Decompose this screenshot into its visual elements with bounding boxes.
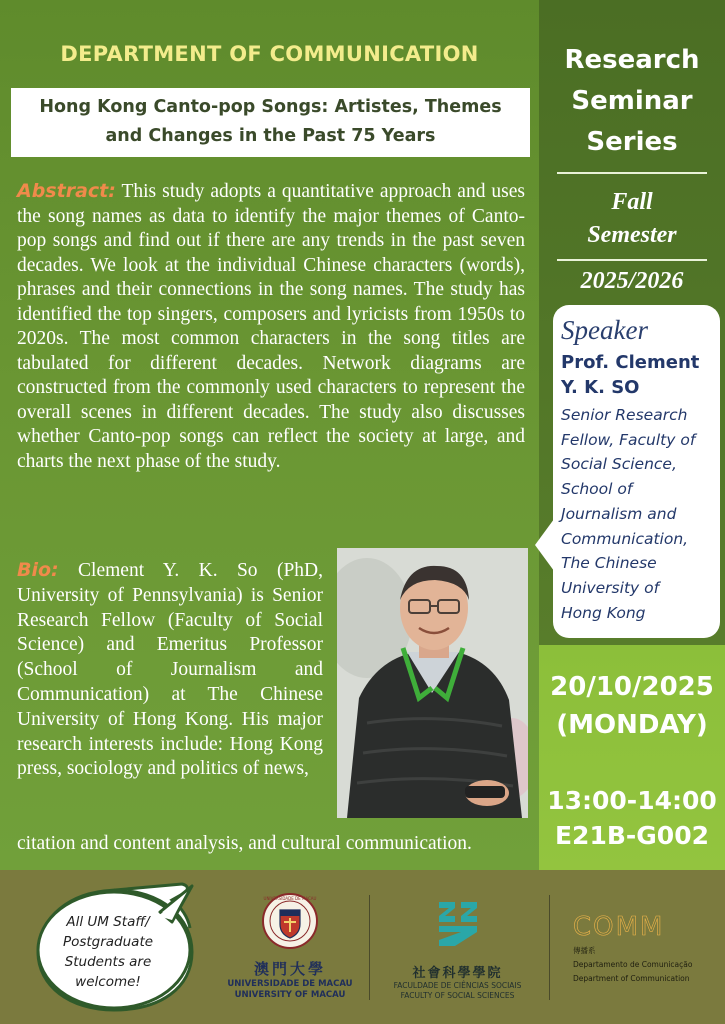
semester-line-2: Semester xyxy=(587,222,677,248)
affiliation-line: Communication, xyxy=(561,529,689,548)
series-line-3: Series xyxy=(586,127,678,157)
affiliation-line: University of xyxy=(561,578,660,597)
divider-rule-2 xyxy=(557,259,707,261)
seminar-title xyxy=(11,88,530,157)
fss-portuguese-name: FACULDADE DE CIÊNCIAS SOCIAIS xyxy=(393,981,522,990)
welcome-message xyxy=(48,912,168,992)
event-weekday: (MONDAY) xyxy=(556,710,708,740)
comm-chinese-name: 傳播系 xyxy=(573,946,596,955)
um-english-name: UNIVERSITY OF MACAU xyxy=(234,990,346,1000)
bio-paragraph xyxy=(17,558,323,782)
welcome-line: Postgraduate xyxy=(62,934,154,950)
fss-chinese-name: 社會科學學院 xyxy=(412,966,503,981)
event-time: 13:00-14:00 xyxy=(547,786,717,815)
speaker-label: Speaker xyxy=(561,315,648,345)
welcome-line: Students are xyxy=(64,954,152,970)
footer-divider-1 xyxy=(369,895,370,1000)
event-time-venue xyxy=(539,783,725,853)
affiliation-line: Fellow, Faculty of xyxy=(561,430,696,449)
speaker-name-line-2: Y. K. SO xyxy=(561,377,640,398)
comm-portuguese-name: Departamento de Comunicação xyxy=(573,960,693,969)
event-venue: E21B-G002 xyxy=(554,821,709,850)
event-date-value: 20/10/2025 xyxy=(550,672,714,702)
series-heading xyxy=(539,40,725,163)
abstract-label: Abstract: xyxy=(17,180,116,202)
speaker-photo-illustration xyxy=(337,548,528,818)
speaker-bubble xyxy=(553,305,720,638)
series-line-2: Seminar xyxy=(571,86,693,116)
svg-text:UNIVERSIDADE DE MACAU: UNIVERSIDADE DE MACAU xyxy=(263,896,317,901)
affiliation-line: Hong Kong xyxy=(561,603,646,622)
bio-text: Clement Y. K. So (PhD, University of Pennsylvania) is Senior Research Fellow (Faculty of Social Science) and Emeritus Professor (School of Journalism and Communication) at The Chinese University of Hong Kong. His major research interests include: Hong Kong press, sociology and politics of news, xyxy=(17,560,323,780)
um-chinese-name: 澳門大學 xyxy=(253,960,326,978)
um-portuguese-name: UNIVERSIDADE DE MACAU xyxy=(227,979,353,989)
department-communication-logo xyxy=(573,912,713,984)
comm-english-name: Department of Communication xyxy=(573,974,690,983)
affiliation-line: Journalism and xyxy=(561,504,677,523)
fss-english-name: FACULTY OF SOCIAL SCIENCES xyxy=(400,991,515,1000)
welcome-line: All UM Staff/ xyxy=(66,914,150,930)
affiliation-line: Social Science, xyxy=(561,455,677,474)
um-crest-icon xyxy=(260,892,320,950)
bio-label: Bio: xyxy=(17,559,59,581)
welcome-line: welcome! xyxy=(75,974,141,990)
seminar-title-line-1: Hong Kong Canto-pop Songs: Artistes, Themes xyxy=(39,97,502,117)
speaker-photo xyxy=(337,548,528,818)
semester-label xyxy=(539,186,725,252)
fss-emblem-icon xyxy=(435,898,481,950)
abstract-paragraph xyxy=(17,179,525,474)
series-line-1: Research xyxy=(564,45,700,75)
speaker-affiliation xyxy=(561,403,714,625)
university-of-macau-logo xyxy=(220,892,360,1012)
semester-line-1: Fall xyxy=(611,189,653,215)
faculty-social-sciences-logo xyxy=(380,898,535,1001)
speaker-name-line-1: Prof. Clement xyxy=(561,352,700,373)
divider-rule-1 xyxy=(557,172,707,174)
abstract-text: This study adopts a quantitative approach and uses the song names as data to identify the major themes of Canto-pop songs and find out if there are any trends in the past seven decades. We look at the individual Chinese characters (words), phrases and their connections in the song names. The study has identified the top singers, composers and lyricists from 1950s to 2020s. The most common characters in the song titles are tabulated for different decades. Network diagrams are constructed from the commonly used characters to represent the overall scenes in different decades. The study also discusses whether Canto-pop songs can reflect the society at large, and charts the next phase of the study. xyxy=(17,181,525,472)
affiliation-line: The Chinese xyxy=(561,554,657,573)
event-date xyxy=(539,668,725,744)
academic-year: 2025/2026 xyxy=(580,268,684,294)
affiliation-line: School of xyxy=(561,480,633,499)
speaker-name xyxy=(561,350,714,400)
bio-last-line: citation and content analysis, and cultural communication. xyxy=(17,833,472,854)
comm-wordmark: COMM xyxy=(573,912,665,942)
seminar-title-line-2: and Changes in the Past 75 Years xyxy=(105,126,436,146)
affiliation-line: Senior Research xyxy=(561,406,688,424)
footer-divider-2 xyxy=(549,895,550,1000)
department-heading: DEPARTMENT OF COMMUNICATION xyxy=(60,42,479,66)
